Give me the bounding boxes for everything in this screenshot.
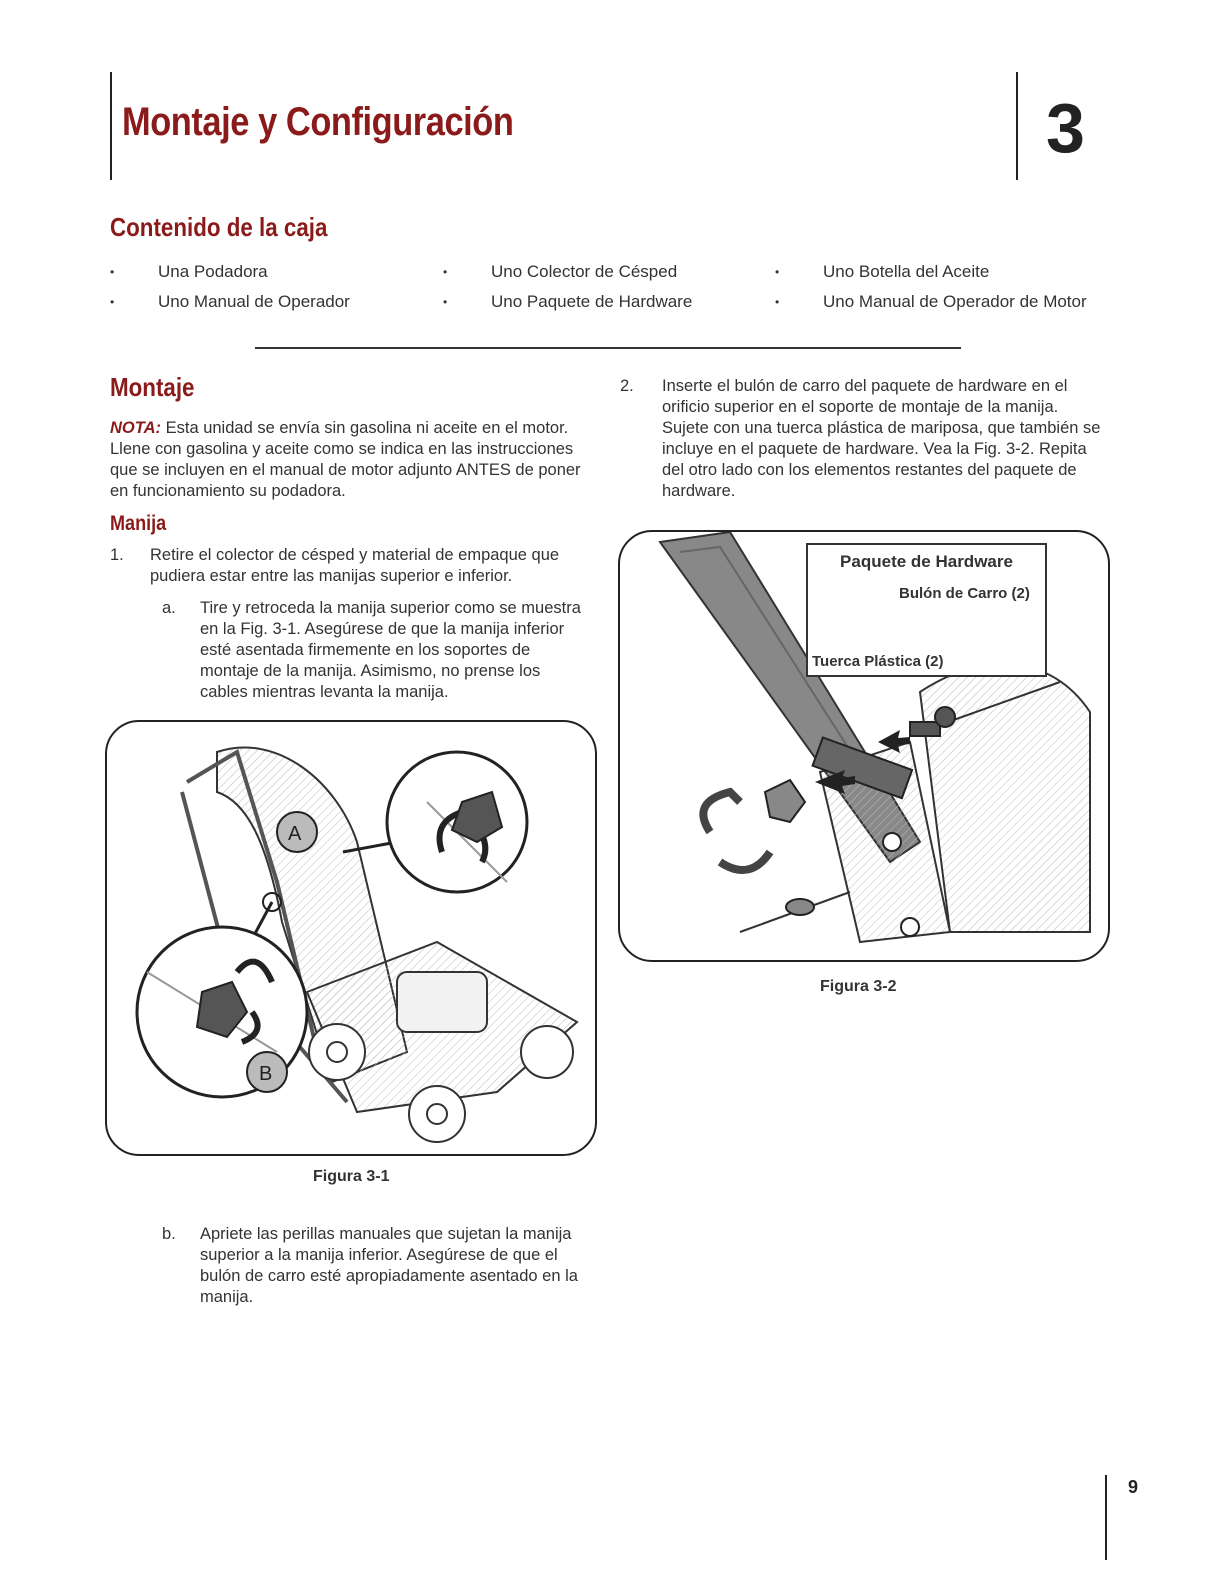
- step-1a: [162, 598, 592, 708]
- note-text: Esta unidad se envía sin gasolina ni aceite en el motor. Llene con gasolina y aceite como se indica en las instrucciones que se incluyen en el manual de motor adjunto ANTES de poner en funcionamiento su podadora.: [110, 419, 581, 500]
- page-number: 9: [1128, 1477, 1139, 1497]
- hardware-title: Paquete de Hardware: [840, 552, 1013, 571]
- step-1: [110, 545, 580, 590]
- section-divider: [255, 347, 961, 349]
- figure-3-1-caption: Figura 3-1: [313, 1168, 390, 1185]
- note-paragraph: [110, 418, 600, 502]
- footer-bar: [1105, 1475, 1107, 1560]
- note-label: NOTA:: [110, 419, 162, 437]
- chapter-number: 3: [1046, 89, 1085, 167]
- mower-illustration: [107, 722, 595, 1154]
- contents-heading: Contenido de la caja: [110, 212, 328, 242]
- step-1b: [162, 1224, 592, 1314]
- step-text: Apriete las perillas manuales que sujetan la manija superior a la manija inferior. Asegúrese de que el bulón de carro esté apropiadamente asentado en la manija.: [200, 1225, 578, 1306]
- nut-label: Tuerca Plástica (2): [812, 653, 944, 670]
- assembly-heading: Montaje: [110, 372, 195, 402]
- contents-list: • Una Podadora • Uno Colector de Césped • Uno Botella del Aceite • Uno Manual de Operador • Uno Paquete de Hardware • Uno Manual de Operador de Motor: [110, 262, 1087, 311]
- label-a: A: [288, 823, 302, 845]
- handle-heading: Manija: [110, 512, 167, 535]
- bolt-label: Bulón de Carro (2): [899, 585, 1030, 602]
- step-number: a.: [162, 599, 176, 617]
- step-text: Inserte el bulón de carro del paquete de hardware en el orificio superior en el soporte de montaje de la manija. Sujete con una tuerca plástica de mariposa, que también se incluye en el paquete de hardware. Vea la Fig. 3-2. Repita del otro lado con los elementos restantes del paquete de hardware.: [662, 377, 1101, 500]
- step-text: Tire y retroceda la manija superior como se muestra en la Fig. 3-1. Asegúrese de que la manija inferior esté asentada firmemente en los soportes de montaje de la manija. Asimismo, no prense los cables mientras levanta la manija.: [200, 599, 581, 701]
- header-left-bar: [110, 72, 112, 180]
- step-number: 2.: [620, 377, 634, 395]
- step-number: b.: [162, 1225, 176, 1243]
- figure-3-2-caption: Figura 3-2: [820, 978, 897, 995]
- step-number: 1.: [110, 546, 124, 564]
- figure-3-1: [105, 720, 597, 1156]
- chapter-title: Montaje y Configuración: [122, 100, 514, 144]
- header-right-bar: [1016, 72, 1018, 180]
- hardware-package-box: [806, 543, 1047, 677]
- step-text: Retire el colector de césped y material de empaque que pudiera estar entre las manijas superior e inferior.: [150, 546, 560, 585]
- step-2: [620, 376, 1105, 511]
- label-b: B: [259, 1063, 273, 1085]
